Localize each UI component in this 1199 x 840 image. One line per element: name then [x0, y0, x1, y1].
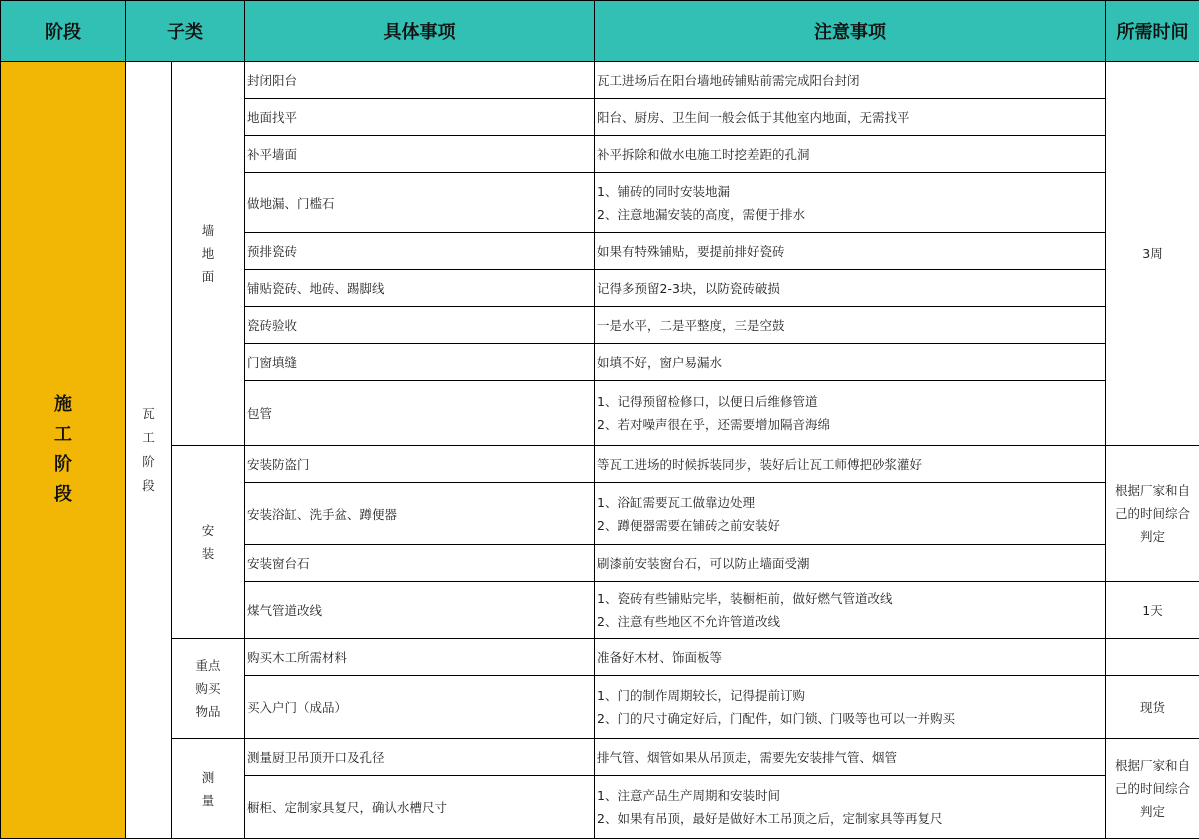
notes-cell: 1、浴缸需要瓦工做靠边处理 2、蹲便器需要在铺砖之前安装好: [595, 483, 1106, 545]
item-cell: 安装浴缸、洗手盆、蹲便器: [245, 483, 595, 545]
notes-cell: 一是水平，二是平整度，三是空鼓: [595, 307, 1106, 344]
table-row: [1, 739, 1199, 776]
notes-cell: 排气管、烟管如果从吊顶走，需要先安装排气管、烟管: [595, 739, 1106, 776]
notes-cell: 刷漆前安装窗台石，可以防止墙面受潮: [595, 545, 1106, 582]
notes-cell: 1、铺砖的同时安装地漏 2、注意地漏安装的高度，需便于排水: [595, 173, 1106, 233]
category-key-purchases: 重点 购买 物品: [172, 639, 245, 739]
notes-cell: 瓦工进场后在阳台墙地砖铺贴前需完成阳台封闭: [595, 62, 1106, 99]
item-cell: 煤气管道改线: [245, 582, 595, 639]
time-cell: 现货: [1106, 676, 1199, 739]
time-cell: 1天: [1106, 582, 1199, 639]
table-row: [1, 62, 1199, 99]
notes-cell: 如填不好，窗户易漏水: [595, 344, 1106, 381]
item-cell: 补平墙面: [245, 136, 595, 173]
notes-cell: 1、瓷砖有些铺贴完毕，装橱柜前，做好燃气管道改线 2、注意有些地区不允许管道改线: [595, 582, 1106, 639]
item-cell: 预排瓷砖: [245, 233, 595, 270]
notes-cell: 阳台、厨房、卫生间一般会低于其他室内地面，无需找平: [595, 99, 1106, 136]
category-install: 安 装: [172, 446, 245, 639]
subphase-cell: 瓦 工 阶 段: [126, 62, 172, 839]
notes-cell: 1、记得预留检修口，以便日后维修管道 2、若对噪声很在乎，还需要增加隔音海绵: [595, 381, 1106, 446]
item-cell: 包管: [245, 381, 595, 446]
item-cell: 地面找平: [245, 99, 595, 136]
item-cell: 买入户门（成品）: [245, 676, 595, 739]
header-item: 具体事项: [245, 1, 595, 62]
item-cell: 做地漏、门槛石: [245, 173, 595, 233]
time-cell: 3周: [1106, 62, 1199, 446]
time-cell: 根据厂家和自 己的时间综合 判定: [1106, 446, 1199, 582]
item-cell: 门窗填缝: [245, 344, 595, 381]
notes-cell: 如果有特殊铺贴，要提前排好瓷砖: [595, 233, 1106, 270]
notes-cell: 准备好木材、饰面板等: [595, 639, 1106, 676]
item-cell: 铺贴瓷砖、地砖、踢脚线: [245, 270, 595, 307]
time-cell: [1106, 639, 1199, 676]
header-phase: 阶段: [1, 1, 126, 62]
header-notes: 注意事项: [595, 1, 1106, 62]
notes-cell: 补平拆除和做水电施工时挖差距的孔洞: [595, 136, 1106, 173]
header-time: 所需时间: [1106, 1, 1199, 62]
time-cell: 根据厂家和自 己的时间综合 判定: [1106, 739, 1199, 839]
notes-cell: 等瓦工进场的时候拆装同步，装好后让瓦工师傅把砂浆灌好: [595, 446, 1106, 483]
notes-cell: 1、注意产品生产周期和安装时间 2、如果有吊顶，最好是做好木工吊顶之后，定制家具等再复尺: [595, 776, 1106, 839]
item-cell: 安装窗台石: [245, 545, 595, 582]
category-wall-floor: 墙 地 面: [172, 62, 245, 446]
notes-cell: 记得多预留2-3块，以防瓷砖破损: [595, 270, 1106, 307]
item-cell: 瓷砖验收: [245, 307, 595, 344]
category-measure: 测 量: [172, 739, 245, 839]
header-row: [1, 1, 1199, 62]
notes-cell: 1、门的制作周期较长，记得提前订购 2、门的尺寸确定好后，门配件，如门锁、门吸等也可以一并购买: [595, 676, 1106, 739]
table-row: [1, 446, 1199, 483]
item-cell: 测量厨卫吊顶开口及孔径: [245, 739, 595, 776]
item-cell: 购买木工所需材料: [245, 639, 595, 676]
item-cell: 橱柜、定制家具复尺，确认水槽尺寸: [245, 776, 595, 839]
header-subcategory: 子类: [126, 1, 245, 62]
item-cell: 封闭阳台: [245, 62, 595, 99]
item-cell: 安装防盗门: [245, 446, 595, 483]
phase-cell: 施 工 阶 段: [1, 62, 126, 839]
table-row: [1, 639, 1199, 676]
